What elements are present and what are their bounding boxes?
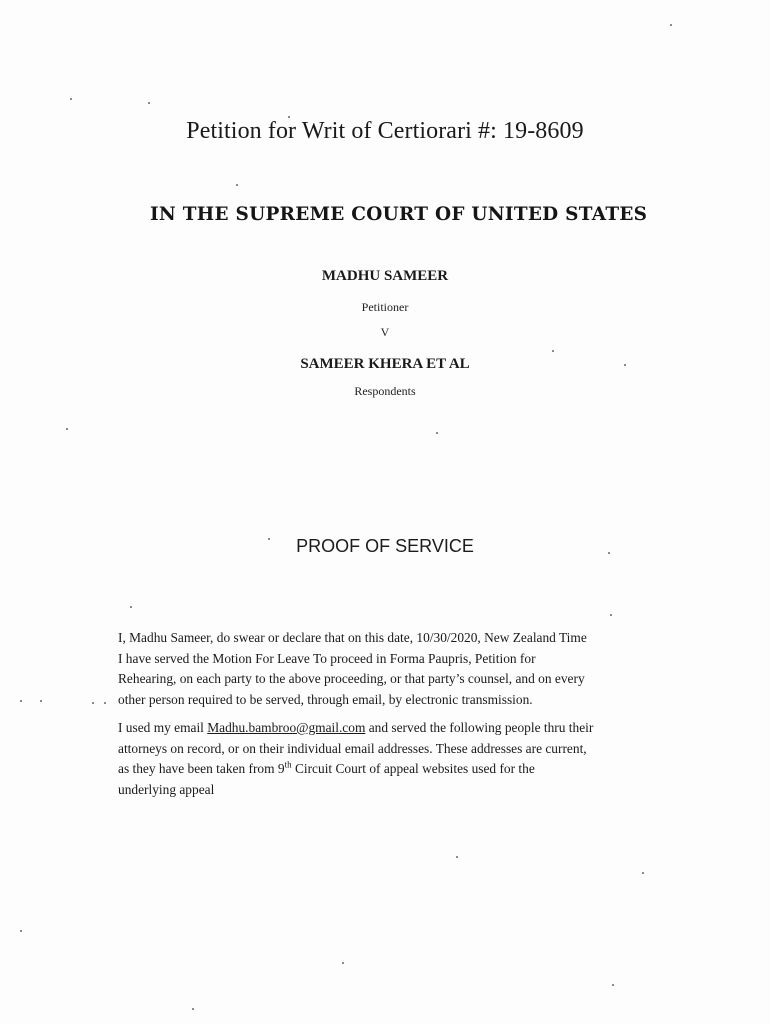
scan-speck bbox=[148, 102, 150, 104]
court-heading: IN THE SUPREME COURT OF UNITED STATES bbox=[150, 203, 648, 225]
ordinal-suffix: th bbox=[284, 759, 292, 770]
declaration-line: I, Madhu Sameer, do swear or declare that on this date, 10/30/2020, New Zealand Time bbox=[118, 630, 587, 645]
scan-speck bbox=[456, 856, 458, 858]
service-text: and served the following people thru their bbox=[365, 720, 594, 735]
service-line: underlying appeal bbox=[118, 781, 215, 797]
scan-speck bbox=[624, 364, 626, 366]
scan-speck bbox=[288, 116, 290, 118]
service-line: attorneys on record, or on their individual email addresses. These addresses are current, bbox=[118, 740, 587, 756]
scan-speck bbox=[40, 700, 42, 702]
scan-speck bbox=[104, 702, 106, 704]
respondent-role: Respondents bbox=[354, 384, 416, 398]
scan-speck bbox=[268, 538, 270, 540]
scan-speck bbox=[342, 962, 344, 964]
scan-speck bbox=[612, 984, 614, 986]
scan-speck bbox=[92, 702, 94, 704]
petitioner-name: MADHU SAMEER bbox=[321, 268, 449, 284]
scan-speck bbox=[436, 432, 438, 434]
service-text: as they have been taken from 9 bbox=[118, 761, 285, 776]
scan-speck bbox=[20, 930, 22, 932]
scan-speck bbox=[66, 428, 68, 430]
service-text: I used my email bbox=[118, 720, 208, 735]
versus-label: V bbox=[380, 325, 390, 339]
declaration-line: other person required to be served, through email, by electronic transmission. bbox=[118, 691, 533, 707]
petitioner-role: Petitioner bbox=[361, 300, 409, 314]
scan-speck bbox=[642, 872, 644, 874]
scan-speck bbox=[236, 184, 238, 186]
scan-speck bbox=[608, 552, 610, 554]
declaration-line: Rehearing, on each party to the above proceeding, or that party’s counsel, and on every bbox=[118, 671, 585, 686]
scan-speck bbox=[670, 24, 672, 26]
scan-speck bbox=[552, 350, 554, 352]
scan-speck bbox=[20, 700, 22, 702]
petition-title: Petition for Writ of Certiorari #: 19-8609 bbox=[186, 118, 584, 144]
scan-speck bbox=[192, 1008, 194, 1010]
proof-of-service-heading: PROOF OF SERVICE bbox=[296, 536, 474, 556]
scan-speck bbox=[610, 614, 612, 616]
service-line bbox=[118, 718, 658, 739]
declaration-paragraph bbox=[118, 628, 658, 710]
service-text: Circuit Court of appeal websites used for the bbox=[291, 761, 535, 776]
scan-speck bbox=[70, 98, 72, 100]
respondent-name: SAMEER KHERA ET AL bbox=[300, 356, 470, 372]
declaration-line: I have served the Motion For Leave To proceed in Forma Paupris, Petition for bbox=[118, 650, 536, 666]
email-link[interactable]: Madhu.bambroo@gmail.com bbox=[207, 720, 366, 735]
service-line bbox=[118, 759, 658, 780]
service-paragraph bbox=[118, 718, 658, 800]
scan-speck bbox=[130, 606, 132, 608]
